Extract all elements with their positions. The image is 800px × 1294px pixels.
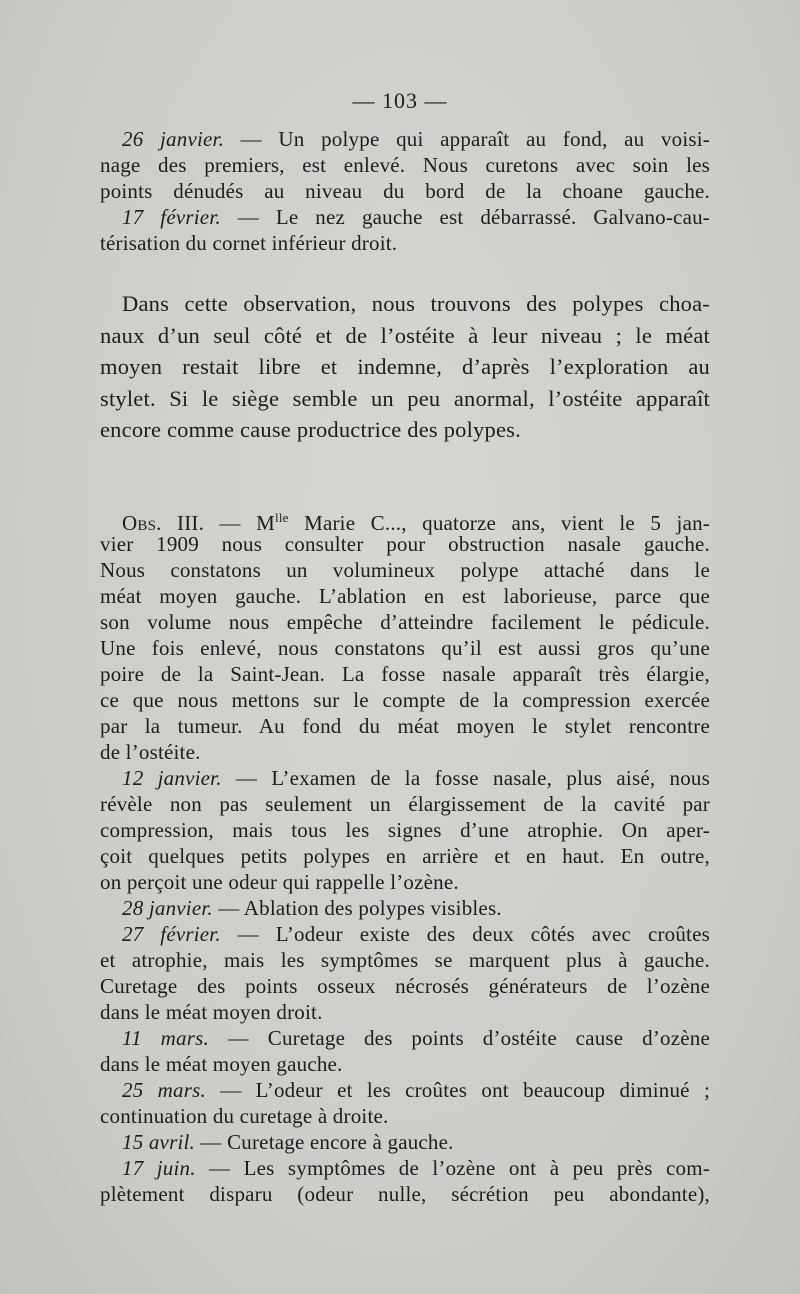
text-line: poire de la Saint-Jean. La fosse nasale apparaît très élargie, [100, 662, 710, 686]
text-line: térisation du cornet inférieur droit. [100, 231, 398, 255]
date: 17 juin. [122, 1156, 196, 1180]
text-line: plètement disparu (odeur nulle, sécrétion peu abondante), [100, 1182, 710, 1206]
text-line: son volume nous empêche d’atteindre facilement le pédicule. [100, 610, 710, 634]
text-line: 15 avril. — Curetage encore à gauche. [122, 1130, 454, 1154]
text-line: encore comme cause productrice des polypes. [100, 417, 521, 442]
commentary-paragraph [100, 288, 710, 446]
observation-label: Obs. III. [122, 511, 205, 535]
text-line: par la tumeur. Au fond du méat moyen le stylet rencontre [100, 714, 710, 738]
text-line: dans le méat moyen droit. [100, 1000, 323, 1024]
text-line: compression, mais tous les signes d’une atrophie. On aper- [100, 818, 710, 842]
observation-body [100, 531, 710, 1207]
date: 17 février. [122, 205, 221, 229]
text-line: on perçoit une odeur qui rappelle l’ozène. [100, 870, 459, 894]
text-line: 28 janvier. — Ablation des polypes visibles. [122, 896, 502, 920]
observation-heading-line: Obs. III. — $M^{lle}$ Marie C..., quatorze ans, vient le 5 jan- [122, 510, 710, 535]
text-line: Une fois enlevé, nous constatons qu’il est aussi gros qu’une [100, 636, 710, 660]
page-number: — 103 — [352, 88, 448, 113]
text-line: Nous constatons un volumineux polype attaché dans le [100, 558, 710, 582]
text-line: nage des premiers, est enlevé. Nous curetons avec soin les [100, 153, 710, 177]
clinical-notes-continued [100, 126, 710, 256]
text-line: 26 janvier. — Un polype qui apparaît au fond, au voisi- [122, 127, 710, 151]
text-line: révèle non pas seulement un élargissement de la cavité par [100, 792, 710, 816]
text-line: stylet. Si le siège semble un peu anormal, l’ostéite apparaît [100, 385, 710, 411]
text-line: 27 février. — L’odeur existe des deux côtés avec croûtes [122, 922, 710, 946]
text-line: 12 janvier. — L’examen de la fosse nasale, plus aisé, nous [122, 766, 711, 790]
observation-three [100, 505, 710, 1207]
text-line: 11 mars. — Curetage des points d’ostéite cause d’ozène [122, 1026, 710, 1050]
date: 12 janvier. [122, 766, 222, 790]
date: 28 janvier. [122, 896, 213, 920]
text-line: points dénudés au niveau du bord de la choane gauche. [100, 179, 710, 203]
text-line: ce que nous mettons sur le compte de la compression exercée [100, 688, 710, 712]
text-line: 17 juin. — Les symptômes de l’ozène ont à peu près com- [122, 1156, 710, 1180]
text-line: naux d’un seul côté et de l’ostéite à leur niveau ; le méat [100, 322, 710, 348]
text-line: Curetage des points osseux nécrosés générateurs de l’ozène [100, 974, 710, 998]
date: 15 avril. [122, 1130, 195, 1154]
text-line: 25 mars. — L’odeur et les croûtes ont beaucoup diminué ; [122, 1078, 710, 1102]
text-line: et atrophie, mais les symptômes se marquent plus à gauche. [100, 948, 710, 972]
text-line: 17 février. — Le nez gauche est débarrassé. Galvano-cau- [122, 205, 710, 229]
date: 11 mars. [122, 1026, 209, 1050]
date: 25 mars. [122, 1078, 206, 1102]
text-line: Dans cette observation, nous trouvons des polypes choa- [122, 291, 710, 316]
date: 27 février. [122, 922, 221, 946]
text-line: méat moyen gauche. L’ablation en est laborieuse, parce que [100, 584, 710, 608]
text-line: dans le méat moyen gauche. [100, 1052, 343, 1076]
text-line: de l’ostéite. [100, 740, 201, 764]
text-line: continuation du curetage à droite. [100, 1104, 389, 1128]
text-line: vier 1909 nous consulter pour obstruction nasale gauche. [100, 532, 710, 556]
date: 26 janvier. [122, 127, 225, 151]
text-line: moyen restait libre et indemne, d’après l’exploration au [100, 354, 710, 379]
text-line: çoit quelques petits polypes en arrière et en haut. En outre, [100, 844, 710, 868]
